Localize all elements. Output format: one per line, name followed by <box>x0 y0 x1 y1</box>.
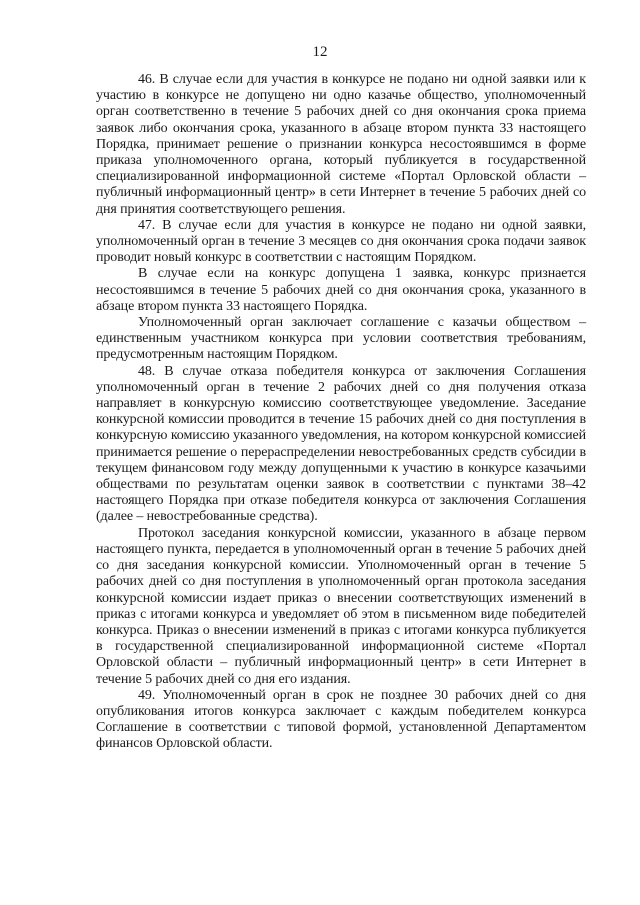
document-body <box>96 72 586 753</box>
paragraph-47: 47. В случае если для участия в конкурсе не подано ни одной заявки, уполномоченный орган в течение 3 месяцев со дня окончания срока подачи заявок проводит новый конкурс в соответствии с настоящим Порядком. <box>96 217 586 266</box>
paragraph-47-agreement: Уполномоченный орган заключает соглашение с казачьи обществом – единственным участником конкурса при условии соответствия требованиям, предусмотренным настоящим Порядком. <box>96 315 586 363</box>
paragraph-46: 46. В случае если для участия в конкурсе не подано ни одной заявки или к участию в конкурсе не допущено ни одно казачье общество, уполномоченный орган соответственно в течение 5 рабочих дней со дня окончания срока приема заявок либо окончания срока, указанного в абзаце втором пункта 33 настоящего Порядка, принимает решение о признании конкурса несостоявшимся в форме приказа уполномоченного органа, который публикуется в государственной специализированной информационной системе «Портал Орловской области – публичный информационный центр» в сети Интернет в течение 5 рабочих дней со дня принятия соответствующего решения. <box>96 72 586 217</box>
paragraph-47-single-application: В случае если на конкурс допущена 1 заявка, конкурс признается несостоявшимся в течение 5 рабочих дней со дня окончания срока, указанного в абзаце втором пункта 33 настоящего Порядка. <box>96 266 586 314</box>
page-number: 12 <box>312 44 328 60</box>
paragraph-48: 48. В случае отказа победителя конкурса от заключения Соглашения уполномоченный орган в течение 2 рабочих дней со дня получения отказа направляет в конкурсную комиссию соответствующее уведомление. Заседание конкурсной комиссии проводится в течение 15 рабочих дней со дня поступления в конкурсную комиссию указанного уведомления, на котором конкурсной комиссией принимается решение о перераспределении невостребованных средств субсидии в текущем финансовом году между допущенными к участию в конкурсе казачьими обществами по результатам оценки заявок в соответствии с пунктами 38–42 настоящего Порядка при отказе победителя конкурса от заключения Соглашения (далее – невостребованные средства). <box>96 363 586 525</box>
paragraph-49: 49. Уполномоченный орган в срок не позднее 30 рабочих дней со дня опубликования итогов конкурса заключает с каждым победителем конкурса Соглашение в соответствии с типовой формой, установленной Департаментом финансов Орловской области. <box>96 687 586 752</box>
paragraph-48-protocol: Протокол заседания конкурсной комиссии, указанного в абзаце первом настоящего пункта, передается в уполномоченный орган в течение 5 рабочих дней со дня заседания конкурсной комиссии. Уполномоченный орган в течение 5 рабочих дней со дня поступления в уполномоченный орган протокола заседания конкурсной комиссии издает приказ о внесении соответствующих изменений в приказ с итогами конкурса и уведомляет об этом в письменном виде победителей конкурса. Приказ о внесении изменений в приказ с итогами конкурса публикуется в государственной специализированной информационной системе «Портал Орловской области – публичный информационный центр» в сети Интернет в течение 5 рабочих дней со дня его издания. <box>96 525 586 687</box>
